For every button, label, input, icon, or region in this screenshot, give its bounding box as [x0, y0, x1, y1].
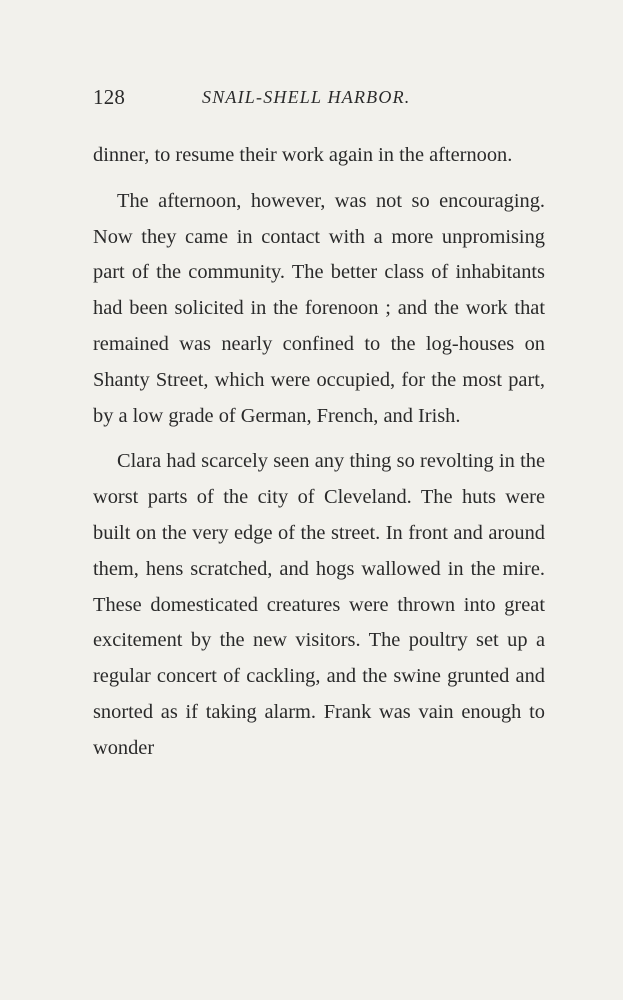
- paragraph-afternoon: The afternoon, however, was not so encouraging. Now they came in contact with a more unpromising part of the community. The better class of inhabitants had been solicited in the forenoon ; and the work that remained was nearly confined to the log-houses on Shanty Street, which were occupied, for the most part, by a low grade of German, French, and Irish.: [93, 189, 545, 427]
- paragraph-continuation: dinner, to resume their work again in the afternoon.: [93, 144, 513, 166]
- running-title: SNAIL-SHELL HARBOR.: [202, 87, 411, 107]
- paragraph-clara: Clara had scarcely seen any thing so revolting in the worst parts of the city of Cleveland. The huts were built on the very edge of the street. In front and around them, hens scratched, and hogs wallowed in the mire. These domesticated creatures were thrown into great excitement by the new visitors. The poultry set up a regular concert of cackling, and the swine grunted and snorted as if taking alarm. Frank was vain enough to wonder: [93, 450, 545, 759]
- page-number: 128: [93, 85, 126, 109]
- page-header: [93, 82, 546, 112]
- body-text: [93, 138, 545, 777]
